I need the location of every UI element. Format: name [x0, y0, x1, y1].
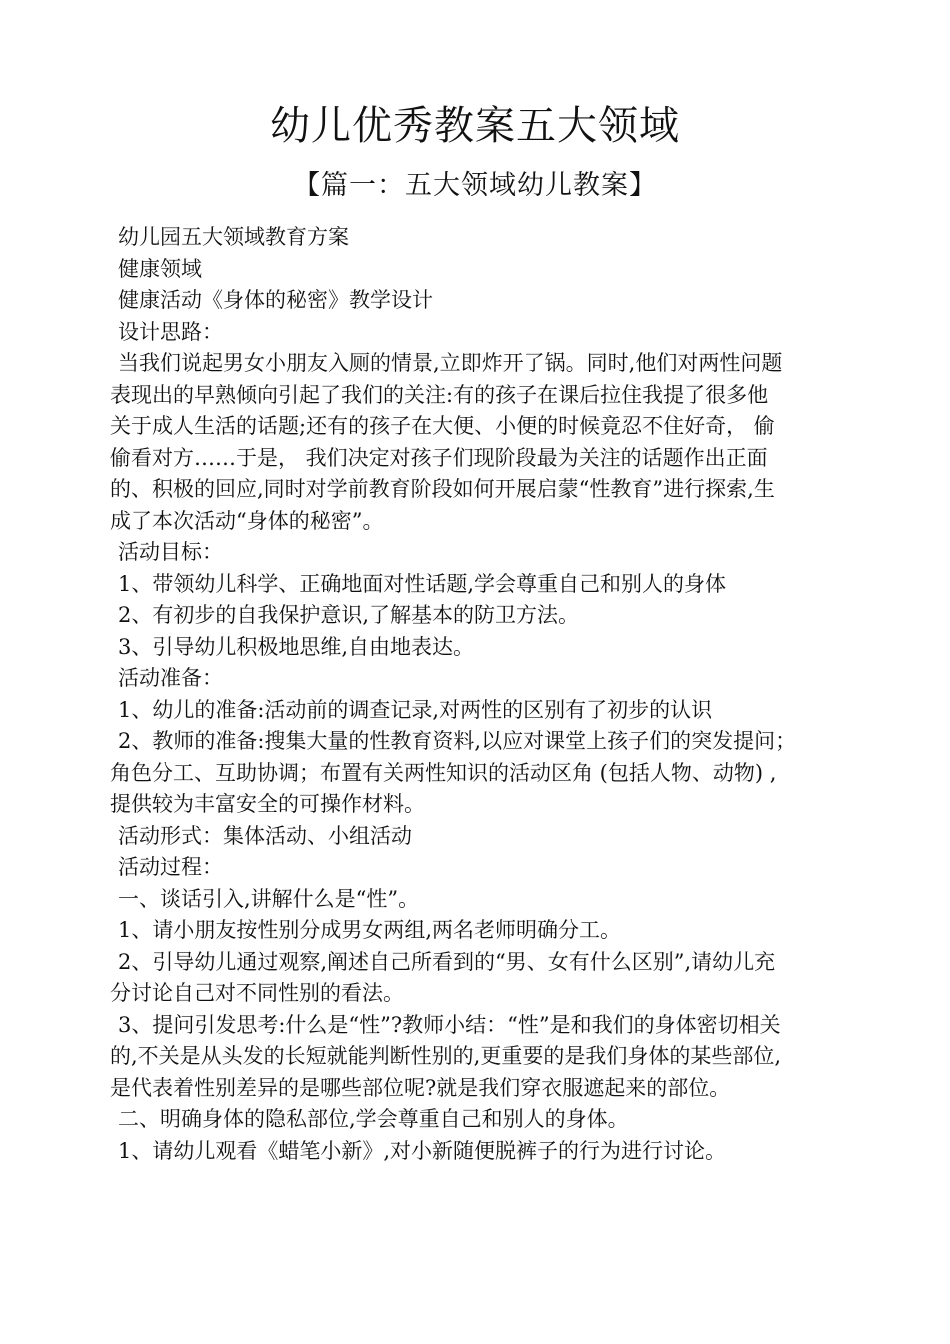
section-heading: 【篇一：五大领域幼儿教案】	[293, 170, 657, 201]
document-body	[110, 222, 870, 1167]
paragraph-line: 的、积极的回应,同时对学前教育阶段如何开展启蒙“性教育”进行探索,生	[110, 477, 775, 501]
paragraph-line: 的,不关是从头发的长短就能判断性别的,更重要的是我们身体的某些部位,	[110, 1044, 782, 1068]
paragraph-line: 幼儿园五大领域教育方案	[118, 225, 349, 249]
paragraph-line: 成了本次活动“身体的秘密”。	[110, 508, 384, 533]
paragraph-line: 关于成人生活的话题;还有的孩子在大便、小便的时候竟忍不住好奇， 偷	[110, 414, 775, 438]
paragraph-line: 二、明确身体的隐私部位,学会尊重自己和别人的身体。	[118, 1107, 629, 1131]
paragraph-line: 设计思路：	[118, 319, 223, 344]
list-item: 3、提问引发思考:什么是“性”?教师小结：“性”是和我们的身体密切相关	[118, 1012, 781, 1037]
paragraph-line: 表现出的早熟倾向引起了我们的关注:有的孩子在课后拉住我提了很多他	[110, 382, 769, 407]
paragraph-line: 活动形式：集体活动、小组活动	[118, 823, 412, 848]
paragraph-line: 活动过程：	[118, 855, 223, 879]
paragraph-line: 一、谈话引入,讲解什么是“性”。	[118, 886, 420, 911]
paragraph-line: 活动准备：	[118, 666, 223, 690]
list-item: 1、带领幼儿科学、正确地面对性话题,学会尊重自己和别人的身体	[118, 571, 727, 596]
list-item: 3、引导幼儿积极地思维,自由地表达。	[118, 634, 475, 659]
list-item: 1、请小朋友按性别分成男女两组,两名老师明确分工。	[118, 918, 622, 942]
paragraph-line: 健康活动《身体的秘密》教学设计	[118, 288, 433, 312]
list-item: 1、请幼儿观看《蜡笔小新》,对小新随便脱裤子的行为进行讨论。	[118, 1138, 727, 1163]
paragraph-line: 活动目标：	[118, 540, 223, 564]
paragraph-line: 偷看对方……于是， 我们决定对孩子们现阶段最为关注的话题作出正面	[110, 445, 768, 470]
list-item: 2、有初步的自我保护意识,了解基本的防卫方法。	[118, 603, 580, 627]
paragraph-line: 分讨论自己对不同性别的看法。	[110, 981, 404, 1005]
paragraph-line: 是代表着性别差异的是哪些部位呢?就是我们穿衣服遮起来的部位。	[110, 1075, 731, 1100]
paragraph-line: 当我们说起男女小朋友入厕的情景,立即炸开了锅。同时,他们对两性问题	[118, 351, 783, 375]
list-item: 2、引导幼儿通过观察,阐述自己所看到的“男、女有什么区别”,请幼儿充	[118, 949, 776, 974]
paragraph-line: 角色分工、互助协调；布置有关两性知识的活动区角 (包括人物、动物) ,	[110, 760, 777, 785]
paragraph-line: 提供较为丰富安全的可操作材料。	[110, 792, 425, 816]
paragraph-line: 健康领域	[118, 256, 202, 281]
list-item: 1、幼儿的准备:活动前的调查记录,对两性的区别有了初步的认识	[118, 697, 713, 722]
list-item: 2、教师的准备:搜集大量的性教育资料,以应对课堂上孩子们的突发提问；	[118, 729, 797, 753]
document-title: 幼儿优秀教案五大领域	[270, 103, 680, 149]
